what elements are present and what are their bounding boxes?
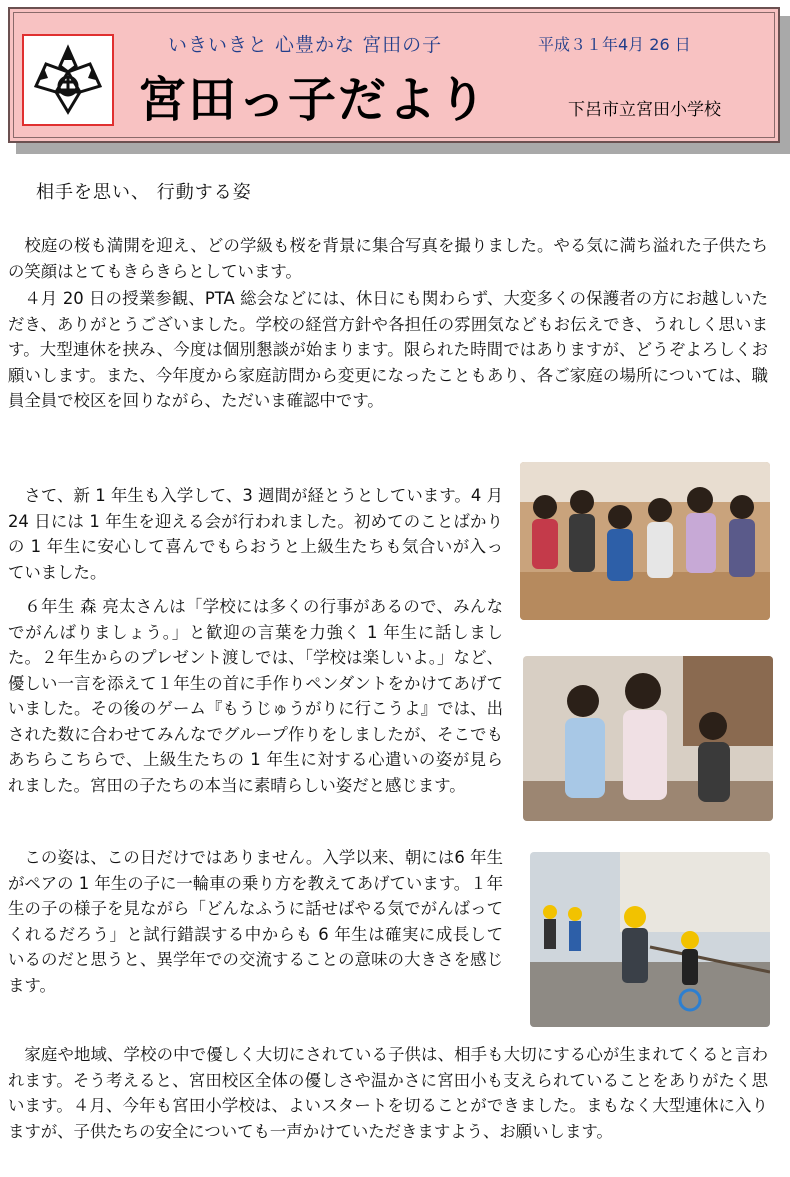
school-emblem-icon	[30, 42, 106, 118]
photo-welcome-ceremony	[520, 462, 770, 620]
newsletter-banner	[8, 7, 780, 143]
paragraph-1: 校庭の桜も満開を迎え、どの学級も桜を背景に集合写真を撮りました。やる気に満ち溢れた子供たちの笑顔はとてもきらきらとしています。	[8, 236, 768, 281]
paragraph-2: ４月 20 日の授業参観、PTA 総会などには、休日にも関わらず、大変多くの保護者の方にお越しいただき、ありがとうございました。学校の経営方針や各担任の雰囲気などもお伝えでき、うれしく思います。大型連休を挟み、今度は個別懇談が始まります。限られた時間ではありますが、どうぞよろしくお願いします。また、今年度から家庭訪問から変更になったこともあり、各ご家庭の場所については、職員全員で校区を回りながら、ただいま確認中です。	[8, 289, 768, 410]
newsletter-subtitle: いきいきと 心豊かな 宮田の子	[168, 34, 443, 56]
photo-pendant-gift	[523, 656, 773, 821]
newsletter-title: 宮田っ子だより	[138, 72, 489, 128]
paragraph-3: さて、新 1 年生も入学して、3 週間が経とうとしています。4 月 24 日には 1 年生を迎える会が行われました。初めてのことばかりの 1 年生に安心して喜んでもらおうと上級生たちも気合いが入っていました。	[8, 486, 503, 582]
paragraph-5: この姿は、この日だけではありません。入学以来、朝には6 年生がペアの 1 年生の子に一輪車の乗り方を教えてあげています。１年生の子の様子を見ながら「どんなふうに話せばやる気でがんばってくれるだろう」と試行錯誤する中からも 6 年生は確実に成長しているのだと思うと、異学年での交流することの意味の大きさを感じます。	[8, 848, 503, 995]
paragraph-4: ６年生 森 亮太さんは「学校には多くの行事があるので、みんなでがんばりましょう。」と歓迎の言葉を力強く 1 年生に話しました。２年生からのプレゼント渡しでは、「学校は楽しいよ。」など、優しい一言を添えて１年生の首に手作りペンダントをかけてあげていました。その後のゲーム『もうじゅうがりに行こうよ』では、出された数に合わせてみんなでグループ作りをしましたが、そこでもあちらこちらで、上級生たちの 1 年生に対する心遣いの姿が見られました。宮田の子たちの本当に素晴らしい姿だと感じます。	[8, 597, 503, 795]
article-heading: 相手を思い、 行動する姿	[36, 182, 252, 203]
issue-date: 平成３１年4月 26 日	[538, 35, 691, 54]
photo-unicycle-practice	[530, 852, 770, 1027]
school-emblem	[22, 34, 114, 126]
school-name: 下呂市立宮田小学校	[568, 100, 721, 120]
paragraph-6: 家庭や地域、学校の中で優しく大切にされている子供は、相手も大切にする心が生まれてくると言われます。そう考えると、宮田校区全体の優しさや温かさに宮田小も支えられていることをありがたく思います。４月、今年も宮田小学校は、よいスタートを切ることができました。まもなく大型連休に入りますが、子供たちの安全についても一声かけていただきますよう、お願いします。	[8, 1045, 768, 1141]
